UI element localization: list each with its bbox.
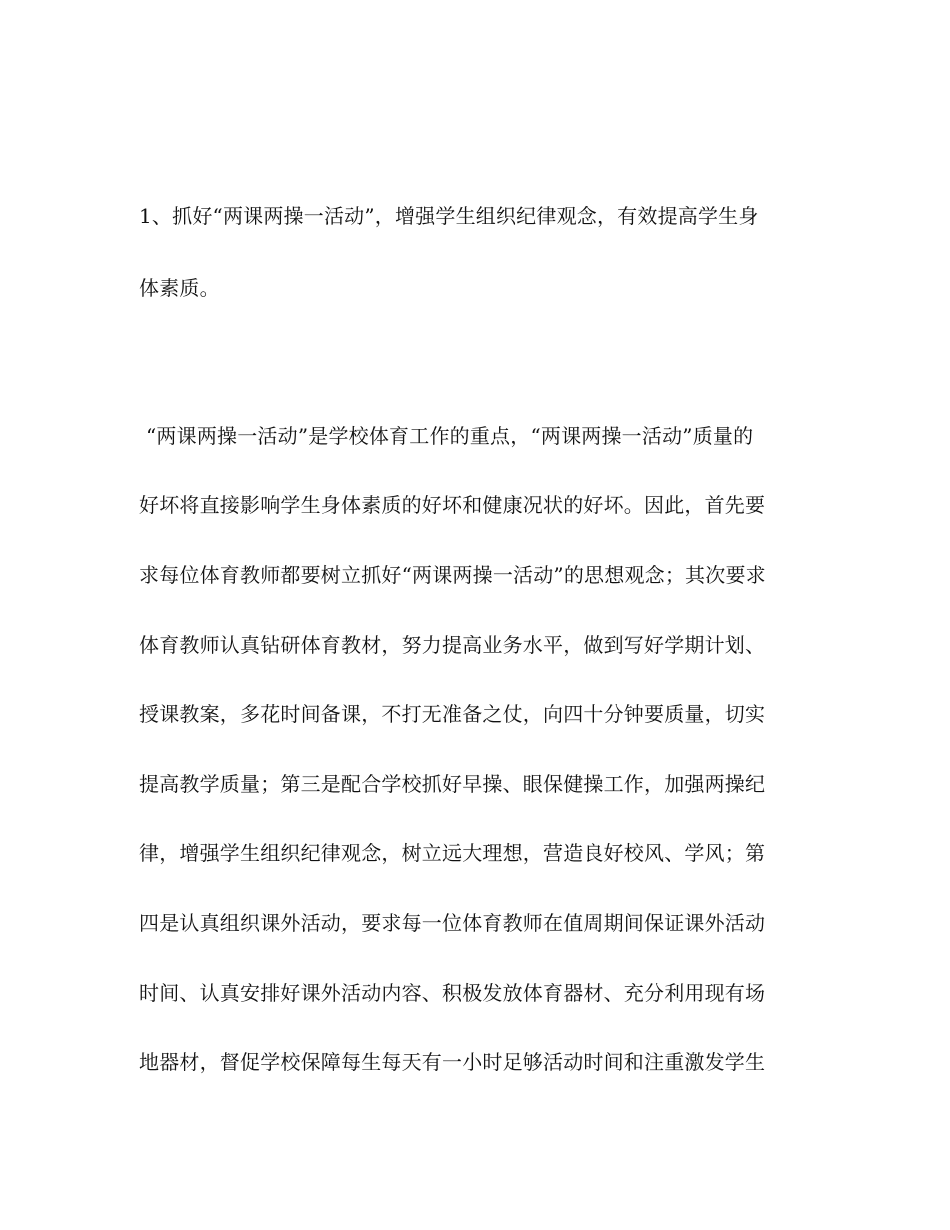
section-heading-line-1: 1、抓好“两课两操一活动”，增强学生组织纪律观念，有效提高学生身 — [139, 204, 759, 228]
paragraph-line-8: 四是认真组织课外活动，要求每一位体育教师在值周期间保证课外活动 — [139, 911, 766, 935]
paragraph-line-10: 地器材，督促学校保障每生每天有一小时足够活动时间和注重激发学生 — [139, 1050, 766, 1074]
paragraph-line-5: 授课教案，多花时间备课，不打无准备之仗，向四十分钟要质量，切实 — [139, 702, 766, 726]
paragraph-line-3: 求每位体育教师都要树立抓好“两课两操一活动”的思想观念；其次要求 — [139, 563, 766, 587]
paragraph-line-7: 律，增强学生组织纪律观念，树立远大理想，营造良好校风、学风；第 — [139, 841, 766, 865]
section-heading-line-2: 体素质。 — [139, 276, 220, 300]
paragraph-line-4: 体育教师认真钻研体育教材，努力提高业务水平，做到写好学期计划、 — [139, 633, 766, 657]
paragraph-line-1: “两课两操一活动”是学校体育工作的重点，“两课两操一活动”质量的 — [146, 424, 754, 448]
paragraph-line-2: 好坏将直接影响学生身体素质的好坏和健康况状的好坏。因此，首先要 — [139, 493, 766, 517]
paragraph-line-6: 提高教学质量；第三是配合学校抓好早操、眼保健操工作，加强两操纪 — [139, 772, 766, 796]
paragraph-line-9: 时间、认真安排好课外活动内容、积极发放体育器材、充分利用现有场 — [139, 981, 766, 1005]
